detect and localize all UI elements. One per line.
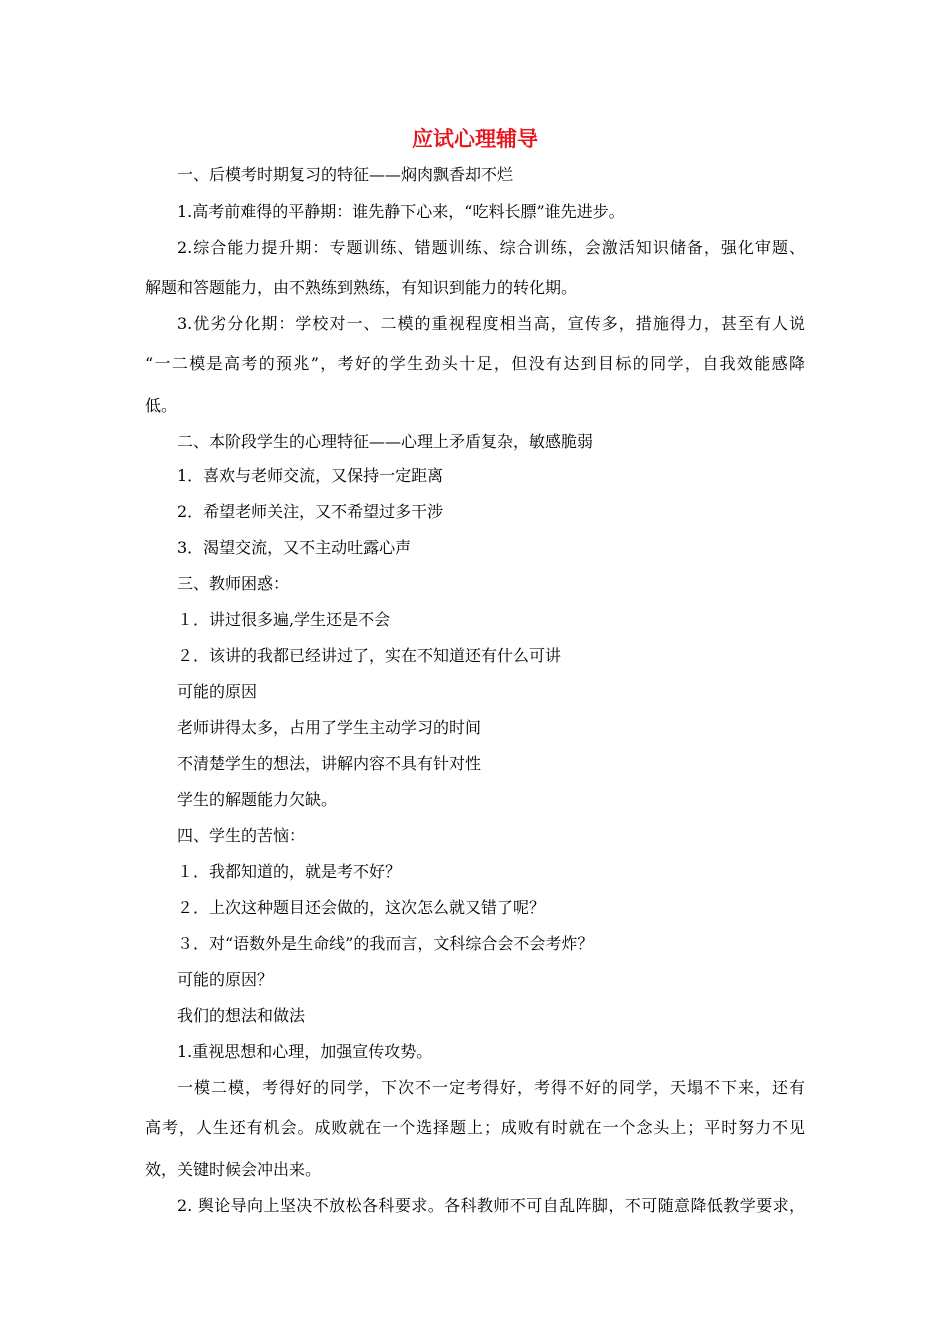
paragraph-line: 1.高考前难得的平静期：谁先静下心来，“吃料长膘”谁先进步。 — [177, 202, 625, 221]
paragraph-line: 不清楚学生的想法，讲解内容不具有针对性 — [177, 754, 482, 773]
document-title: 应试心理辅导 — [412, 127, 538, 151]
list-item: ３．对“语数外是生命线”的我而言，文科综合会不会考炸？ — [177, 934, 594, 953]
section-heading-2: 二、本阶段学生的心理特征——心理上矛盾复杂，敏感脆弱 — [177, 432, 594, 451]
section-heading-3: 三、教师困惑： — [177, 574, 290, 593]
list-item: 3．渴望交流，又不主动吐露心声 — [177, 538, 412, 557]
paragraph-line: 老师讲得太多，占用了学生主动学习的时间 — [177, 718, 482, 737]
paragraph-line: 2. 舆论导向上坚决不放松各科要求。各科教师不可自乱阵脚，不可随意降低教学要求， — [177, 1196, 805, 1215]
paragraph-line: 学生的解题能力欠缺。 — [177, 790, 338, 809]
paragraph-line: 1.重视思想和心理，加强宣传攻势。 — [177, 1042, 433, 1061]
paragraph-line: 低。 — [145, 396, 178, 415]
paragraph-line: 3.优劣分化期：学校对一、二模的重视程度相当高，宣传多，措施得力，甚至有人说 — [177, 314, 805, 333]
list-item: ２．该讲的我都已经讲过了，实在不知道还有什么可讲 — [177, 646, 562, 665]
paragraph-line: 高考，人生还有机会。成败就在一个选择题上；成败有时就在一个念头上；平时努力不见 — [145, 1118, 805, 1137]
list-item: 1．喜欢与老师交流，又保持一定距离 — [177, 466, 444, 485]
list-item: 2．希望老师关注，又不希望过多干涉 — [177, 502, 444, 521]
paragraph-line: 可能的原因？ — [177, 970, 274, 989]
section-heading-1: 一、后模考时期复习的特征——焖肉飘香却不烂 — [177, 165, 514, 184]
paragraph-line: 解题和答题能力，由不熟练到熟练，有知识到能力的转化期。 — [145, 278, 578, 297]
list-item: １．我都知道的，就是考不好？ — [177, 862, 402, 881]
section-heading-4: 四、学生的苦恼： — [177, 826, 306, 845]
paragraph-line: 我们的想法和做法 — [177, 1006, 306, 1025]
paragraph-line: 一模二模，考得好的同学，下次不一定考得好，考得不好的同学，天塌不下来，还有 — [177, 1078, 805, 1097]
list-item: １．讲过很多遍,学生还是不会 — [177, 610, 391, 629]
list-item: ２．上次这种题目还会做的，这次怎么就又错了呢？ — [177, 898, 546, 917]
paragraph-line: “一二模是高考的预兆”，考好的学生劲头十足，但没有达到目标的同学，自我效能感降 — [145, 354, 805, 373]
paragraph-line: 2.综合能力提升期：专题训练、错题训练、综合训练，会激活知识储备，强化审题、 — [177, 238, 805, 257]
paragraph-line: 可能的原因 — [177, 682, 258, 701]
paragraph-line: 效，关键时候会冲出来。 — [145, 1160, 322, 1179]
